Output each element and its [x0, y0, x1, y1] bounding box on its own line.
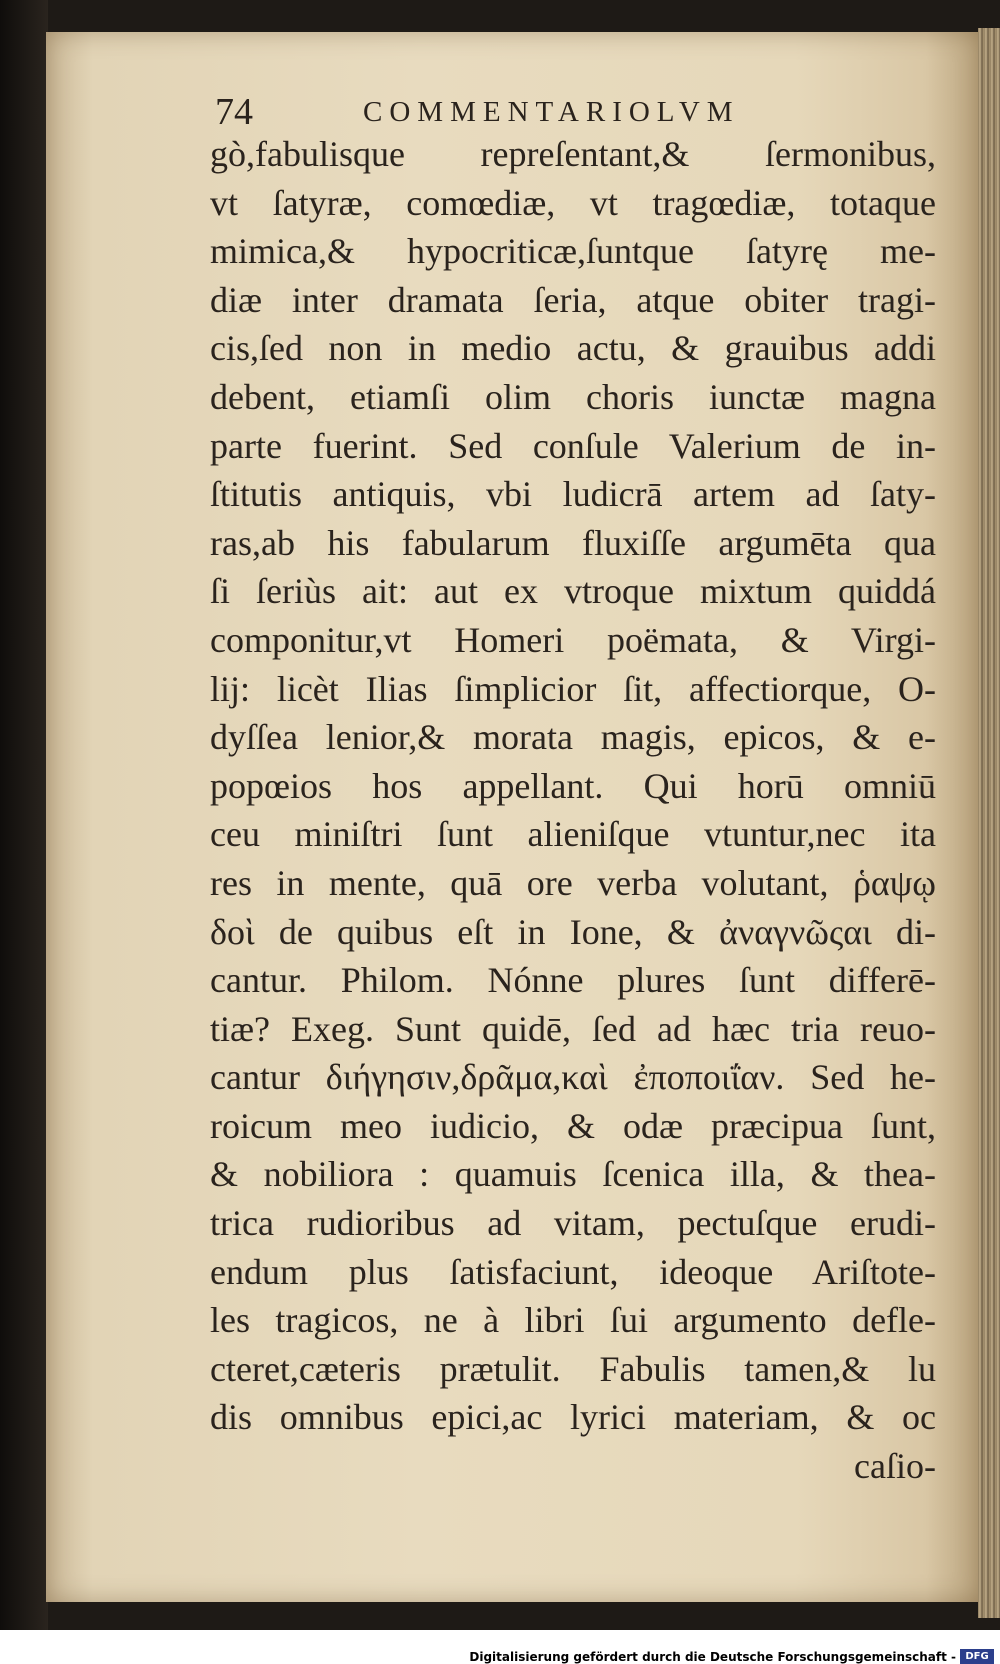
text-line: ceu miniſtri ſunt alieniſque vtuntur,nec ita	[210, 814, 936, 855]
catchword: caſio-	[854, 1446, 936, 1487]
page-header	[215, 88, 915, 136]
text-line: cantur. Philom. Nónne plures ſunt differē-	[210, 960, 936, 1001]
text-line: dis omnibus epici,ac lyrici materiam, & oc	[210, 1397, 936, 1438]
running-title: COMMENTARIOLVM	[363, 96, 740, 128]
body-text	[210, 130, 936, 1491]
text-line: mimica,& hypocriticæ,ſuntque ſatyrę me-	[210, 231, 936, 272]
text-line: res in mente, quā ore verba volutant, ῥαψῳ	[210, 862, 936, 903]
page-number: 74	[215, 91, 253, 133]
text-line: les tragicos, ne à libri ſui argumento defle-	[210, 1300, 936, 1341]
text-line: lij: licèt Ilias ſimplicior ſit, affectiorque, O-	[210, 668, 936, 709]
dfg-logo: DFG	[960, 1649, 994, 1664]
text-line: componitur,vt Homeri poëmata, & Virgi-	[210, 619, 936, 660]
text-line: trica rudioribus ad vitam, pectuſque erudi-	[210, 1203, 936, 1244]
text-line: debent, etiamſi olim choris iunctæ magna	[210, 376, 936, 417]
text-line: roicum meo iudicio, & odæ præcipua ſunt,	[210, 1105, 936, 1146]
text-line: cantur διήγησιν,δρᾶμα,καὶ ἐποποιΐαν. Sed he-	[210, 1057, 936, 1098]
text-line: endum plus ſatisfaciunt, ideoque Ariſtote-	[210, 1251, 936, 1292]
text-line: tiæ? Exeg. Sunt quidē, ſed ad hæc tria reuo-	[210, 1008, 936, 1049]
text-line: parte fuerint. Sed conſule Valerium de in-	[210, 425, 936, 466]
text-line: ſi ſeriùs ait: aut ex vtroque mixtum quiddá	[210, 571, 936, 612]
page-edges	[978, 28, 1000, 1618]
text-line: δοὶ de quibus eſt in Ione, & ἀναγνῶςαι di-	[210, 911, 936, 952]
text-line: dyſſea lenior,& morata magis, epicos, & e-	[210, 717, 936, 758]
text-line: vt ſatyræ, comœdiæ, vt tragœdiæ, totaque	[210, 182, 936, 223]
text-line: cis,ſed non in medio actu, & grauibus addi	[210, 328, 936, 369]
funding-credit: Digitalisierung gefördert durch die Deutsche Forschungsgemeinschaft -	[469, 1650, 956, 1664]
text-line: popœios hos appellant. Qui horū omniū	[210, 765, 936, 806]
text-line: ras,ab his fabularum fluxiſſe argumēta qua	[210, 522, 936, 563]
text-line: & nobiliora : quamuis ſcenica illa, & thea-	[210, 1154, 936, 1195]
text-line: cteret,cæteris prætulit. Fabulis tamen,& lu	[210, 1348, 936, 1389]
text-line: gò,fabulisque repreſentant,& ſermonibus,	[210, 134, 936, 174]
text-line: diæ inter dramata ſeria, atque obiter tragi-	[210, 279, 936, 320]
binding-shadow	[0, 0, 48, 1630]
text-line: ſtitutis antiquis, vbi ludicrā artem ad ſaty-	[210, 474, 936, 515]
